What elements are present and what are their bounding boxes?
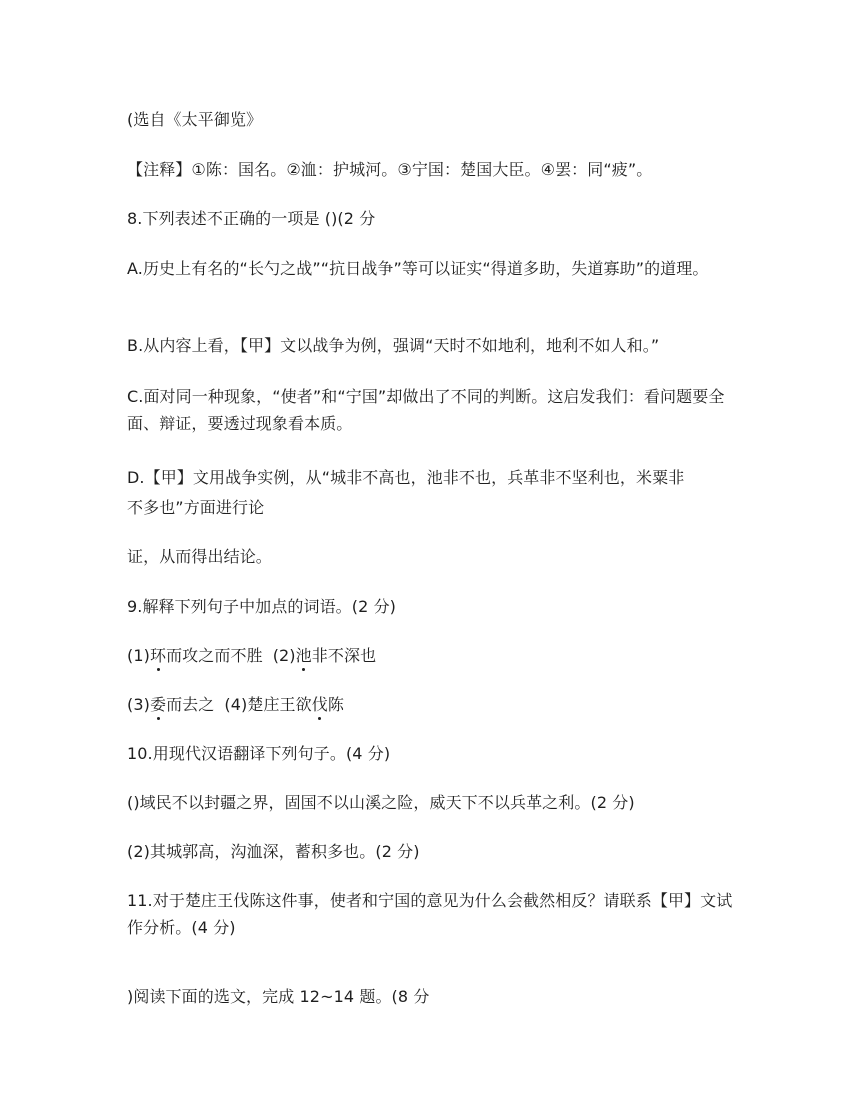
question-8-option-c: C.面对同一种现象，“使者”和“宁国”却做出了不同的判断。这启发我们：看问题要全面、辩证，要透过现象看本质。: [127, 387, 725, 433]
question-8-option-b: B.从内容上看，【甲】文以战争为例，强调“天时不如地利，地利不如人和。”: [127, 336, 660, 355]
question-9-item2-rest: 非不深也: [311, 646, 377, 665]
question-11-stem: 11.对于楚庄王伐陈这件事，使者和宁国的意见为什么会截然相反？请联系【甲】文试作分析。(4 分): [127, 891, 733, 937]
question-9-item4-prefix: (4)楚庄王欲: [224, 695, 312, 714]
question-8-option-d-line2: 不多也”方面进行论: [127, 498, 265, 517]
question-9-item1-dotted-word: 环: [149, 646, 167, 665]
question-9-item1-prefix: (1): [127, 646, 150, 665]
question-9-item3-prefix: (3): [127, 695, 150, 714]
question-9-item3-rest: 而去之: [166, 695, 215, 714]
question-9-stem: 9.解释下列句子中加点的词语。(2 分): [127, 597, 397, 616]
question-9-item1-rest: 而攻之而不胜: [166, 646, 263, 665]
question-8-option-d-line3: 证，从而得出结论。: [127, 547, 272, 566]
question-9-item2-dotted-word: 池: [295, 646, 312, 665]
question-9-item3-dotted-word: 委: [149, 695, 167, 714]
source-citation: (选自《太平御览》: [127, 110, 263, 129]
question-8-option-d-line1: D.【甲】文用战争实例，从“城非不高也，池非不也，兵革非不坚利也，米粟非: [127, 468, 685, 487]
section-instruction: )阅读下面的选文，完成 12~14 题。(8 分: [127, 987, 430, 1006]
question-8-option-a: A.历史上有名的“长勺之战”“抗日战争”等可以证实“得道多助，失道寡助”的道理。: [127, 259, 709, 278]
question-9-item4-rest: 陈: [327, 695, 344, 714]
question-9-item2-prefix: (2): [272, 646, 296, 665]
question-9-item4-dotted-word: 伐: [311, 695, 328, 714]
question-8-stem: 8.下列表述不正确的一项是 ()(2 分: [127, 209, 376, 228]
question-9-items-row1: [127, 646, 747, 666]
question-10-stem: 10.用现代汉语翻译下列句子。(4 分): [127, 744, 391, 763]
question-9-items-row2: [127, 695, 747, 715]
question-10-item2: (2)其城郭高，沟洫深，蓄积多也。(2 分): [127, 842, 420, 861]
question-10-item1: ()域民不以封疆之界，固国不以山溪之险，威天下不以兵革之利。(2 分): [127, 793, 635, 812]
annotation-notes: 【注释】①陈：国名。②洫：护城河。③宁国：楚国大臣。④罢：同“疲”。: [127, 160, 653, 179]
